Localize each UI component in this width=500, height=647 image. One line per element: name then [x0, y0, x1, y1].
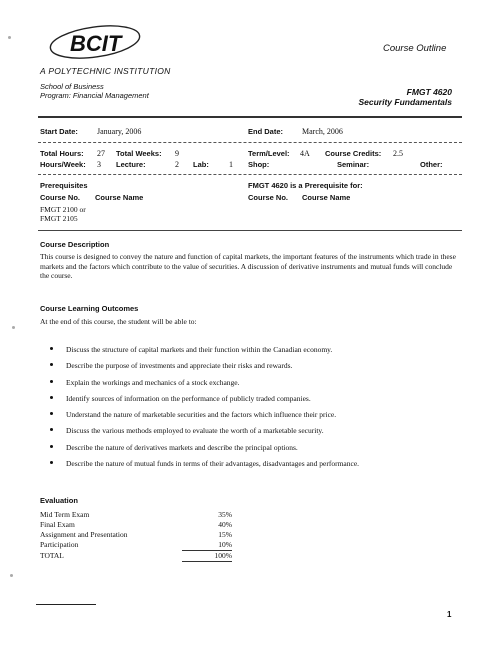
hours-week-label: Hours/Week:: [40, 160, 86, 169]
program-name: Program: Financial Management: [40, 91, 149, 100]
lecture-value: 2: [175, 160, 179, 169]
end-date-label: End Date:: [248, 127, 284, 136]
start-date-label: Start Date:: [40, 127, 78, 136]
total-weeks-label: Total Weeks:: [116, 149, 162, 158]
learning-outcomes-heading: Course Learning Outcomes: [40, 304, 139, 313]
course-credits-value: 2.5: [393, 149, 403, 158]
info-divider: [38, 142, 462, 143]
outcome-text: Describe the nature of derivatives markets and describe the principal options.: [66, 442, 298, 452]
total-hours-label: Total Hours:: [40, 149, 84, 158]
course-title: Security Fundamentals: [358, 97, 452, 107]
course-code: FMGT 4620: [406, 87, 452, 97]
outcomes-list: [50, 345, 359, 475]
term-level-value: 4A: [300, 149, 310, 158]
prereq-col-course-name: Course Name: [95, 193, 144, 202]
table-row-total: [40, 551, 232, 562]
bcit-logo-mark: [40, 22, 160, 66]
lecture-label: Lecture:: [116, 160, 146, 169]
end-date-value: March, 2006: [302, 127, 343, 136]
school-block: [40, 82, 149, 100]
outcome-text: Understand the nature of marketable securities and the factors which influence their price.: [66, 410, 337, 420]
course-description-text: This course is designed to convey the nature and function of capital markets, the important features of the instruments which trade in these markets and the factors which contribute to the value of securities. A discussion of derivative instruments and mutual funds will conclude the course.: [40, 252, 456, 280]
school-name: School of Business: [40, 82, 104, 91]
list-item: [50, 410, 359, 426]
table-row: [40, 520, 232, 530]
course-description-heading: Course Description: [40, 240, 110, 249]
list-item: [50, 394, 359, 410]
course-heading: [358, 87, 452, 107]
hours-week-value: 3: [97, 160, 101, 169]
eval-item-name: Participation: [40, 540, 79, 550]
seminar-label: Seminar:: [337, 160, 370, 169]
total-hours-value: 27: [97, 149, 105, 158]
is-prereq-col-course-name: Course Name: [302, 193, 351, 202]
prereq-col-course-no: Course No.: [40, 193, 81, 202]
info-divider-2: [38, 174, 462, 175]
logo-wordmark: BCIT: [70, 31, 122, 56]
lab-value: 1: [229, 160, 233, 169]
course-credits-label: Course Credits:: [325, 149, 382, 158]
scan-mark: [12, 326, 15, 329]
bullet-icon: [50, 396, 53, 399]
footer-divider: [36, 604, 96, 605]
document-type: Course Outline: [383, 43, 447, 54]
bullet-icon: [50, 412, 53, 415]
list-item: [50, 378, 359, 394]
bullet-icon: [50, 461, 53, 464]
learning-outcomes-intro: At the end of this course, the student will be able to:: [40, 317, 197, 326]
scan-mark: [10, 574, 13, 577]
table-row: [40, 540, 232, 551]
bullet-icon: [50, 445, 53, 448]
bullet-icon: [50, 380, 53, 383]
eval-item-name: Assignment and Presentation: [40, 530, 128, 539]
is-prereq-heading: FMGT 4620 is a Prerequisite for:: [248, 181, 363, 190]
list-item: [50, 459, 359, 475]
eval-item-pct: 15%: [218, 530, 232, 539]
eval-item-name: Final Exam: [40, 520, 75, 529]
prereq-course-2: FMGT 2105: [40, 214, 78, 223]
prereq-course-1: FMGT 2100 or: [40, 205, 86, 214]
outcome-text: Explain the workings and mechanics of a stock exchange.: [66, 377, 240, 387]
is-prereq-col-course-no: Course No.: [248, 193, 289, 202]
institution-tagline: A POLYTECHNIC INSTITUTION: [40, 66, 171, 76]
lab-label: Lab:: [193, 160, 209, 169]
outcome-text: Describe the nature of mutual funds in terms of their advantages, disadvantages and performance.: [66, 459, 360, 469]
list-item: [50, 426, 359, 442]
eval-item-pct: 10%: [182, 540, 232, 551]
other-label: Other:: [420, 160, 443, 169]
table-row: [40, 510, 232, 520]
prereq-divider: [38, 230, 462, 231]
bullet-icon: [50, 428, 53, 431]
eval-total-name: TOTAL: [40, 551, 64, 560]
page-number: 1: [447, 610, 452, 619]
eval-item-pct: 35%: [218, 510, 232, 519]
outcome-text: Identify sources of information on the performance of publicly traded companies.: [66, 393, 311, 403]
list-item: [50, 345, 359, 361]
outcome-text: Describe the purpose of investments and appreciate their risks and rewards.: [66, 361, 293, 371]
header-divider: [38, 116, 462, 118]
bcit-logo: [40, 22, 160, 66]
evaluation-table: [40, 510, 232, 562]
eval-item-pct: 40%: [218, 520, 232, 529]
bullet-icon: [50, 347, 53, 350]
eval-item-name: Mid Term Exam: [40, 510, 90, 519]
scan-mark: [8, 36, 11, 39]
eval-total-pct: 100%: [182, 551, 232, 562]
list-item: [50, 443, 359, 459]
prerequisites-heading: Prerequisites: [40, 181, 88, 190]
outcome-text: Discuss the structure of capital markets and their function within the Canadian economy.: [66, 345, 333, 354]
outcome-text: Discuss the various methods employed to evaluate the worth of a marketable security.: [66, 426, 324, 436]
evaluation-heading: Evaluation: [40, 496, 78, 505]
start-date-value: January, 2006: [97, 127, 142, 136]
shop-label: Shop:: [248, 160, 270, 169]
table-row: [40, 530, 232, 540]
list-item: [50, 361, 359, 377]
term-level-label: Term/Level:: [248, 149, 290, 158]
total-weeks-value: 9: [175, 149, 179, 158]
bullet-icon: [50, 363, 53, 366]
